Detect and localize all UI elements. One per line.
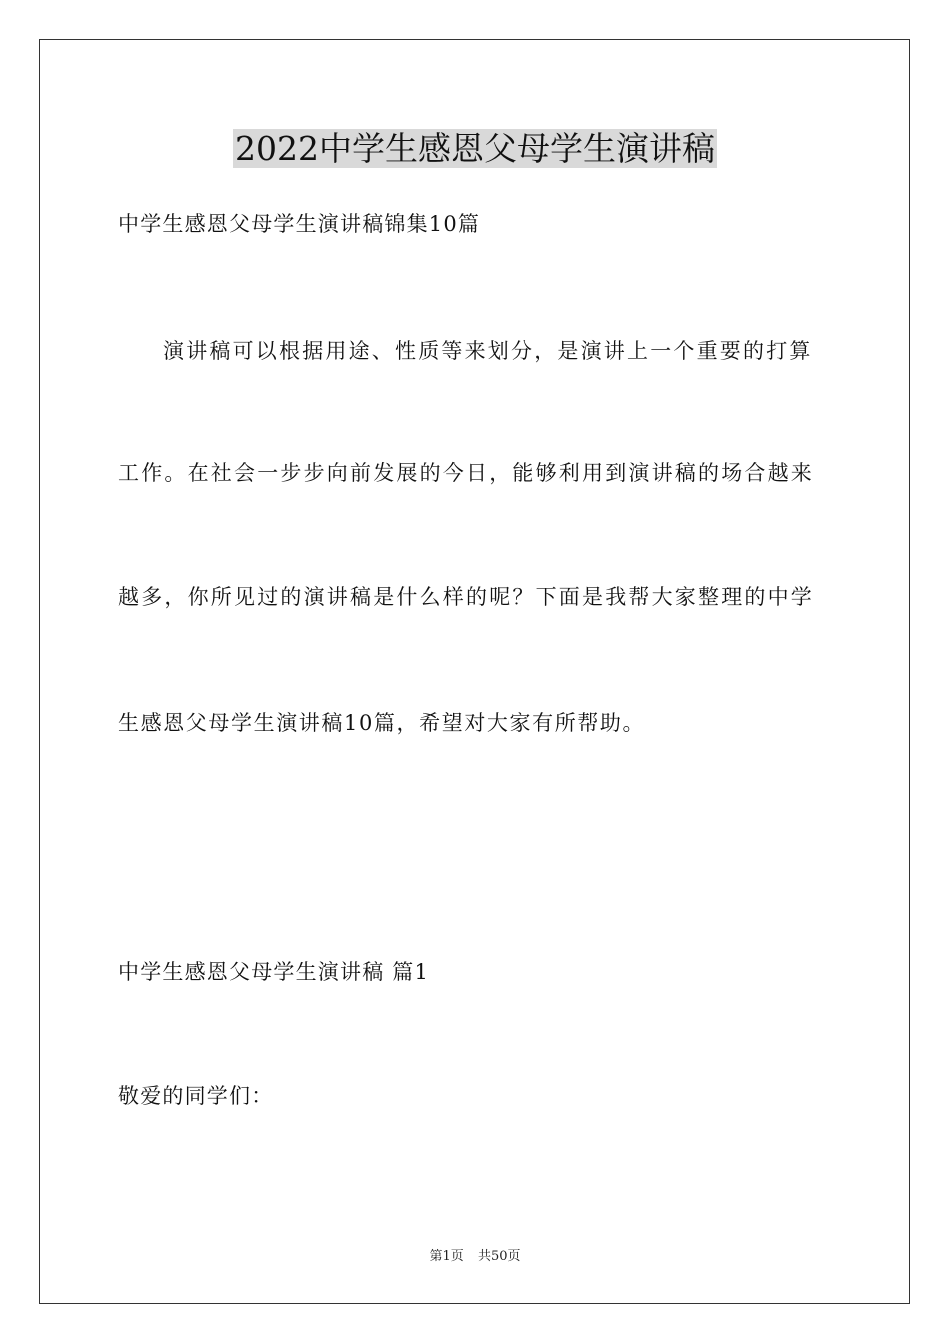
document-subtitle: 中学生感恩父母学生演讲稿锦集10篇	[118, 212, 481, 236]
intro-paragraph-line-2: 工作。在社会一步步向前发展的今日，能够利用到演讲稿的场合越来	[118, 461, 814, 485]
total-pages: 共50页	[477, 1249, 521, 1264]
document-title	[0, 126, 950, 172]
intro-paragraph-line-1: 演讲稿可以根据用途、性质等来划分，是演讲上一个重要的打算	[163, 339, 813, 363]
page-number: 第1页	[429, 1249, 464, 1264]
document-title-text: 2022中学生感恩父母学生演讲稿	[235, 129, 715, 168]
salutation: 敬爱的同学们：	[118, 1084, 274, 1108]
intro-paragraph-line-3: 越多，你所见过的演讲稿是什么样的呢？下面是我帮大家整理的中学	[118, 585, 814, 609]
intro-paragraph-line-4: 生感恩父母学生演讲稿10篇，希望对大家有所帮助。	[118, 711, 646, 735]
section-heading: 中学生感恩父母学生演讲稿 篇1	[118, 960, 430, 984]
page-footer	[0, 1248, 950, 1266]
